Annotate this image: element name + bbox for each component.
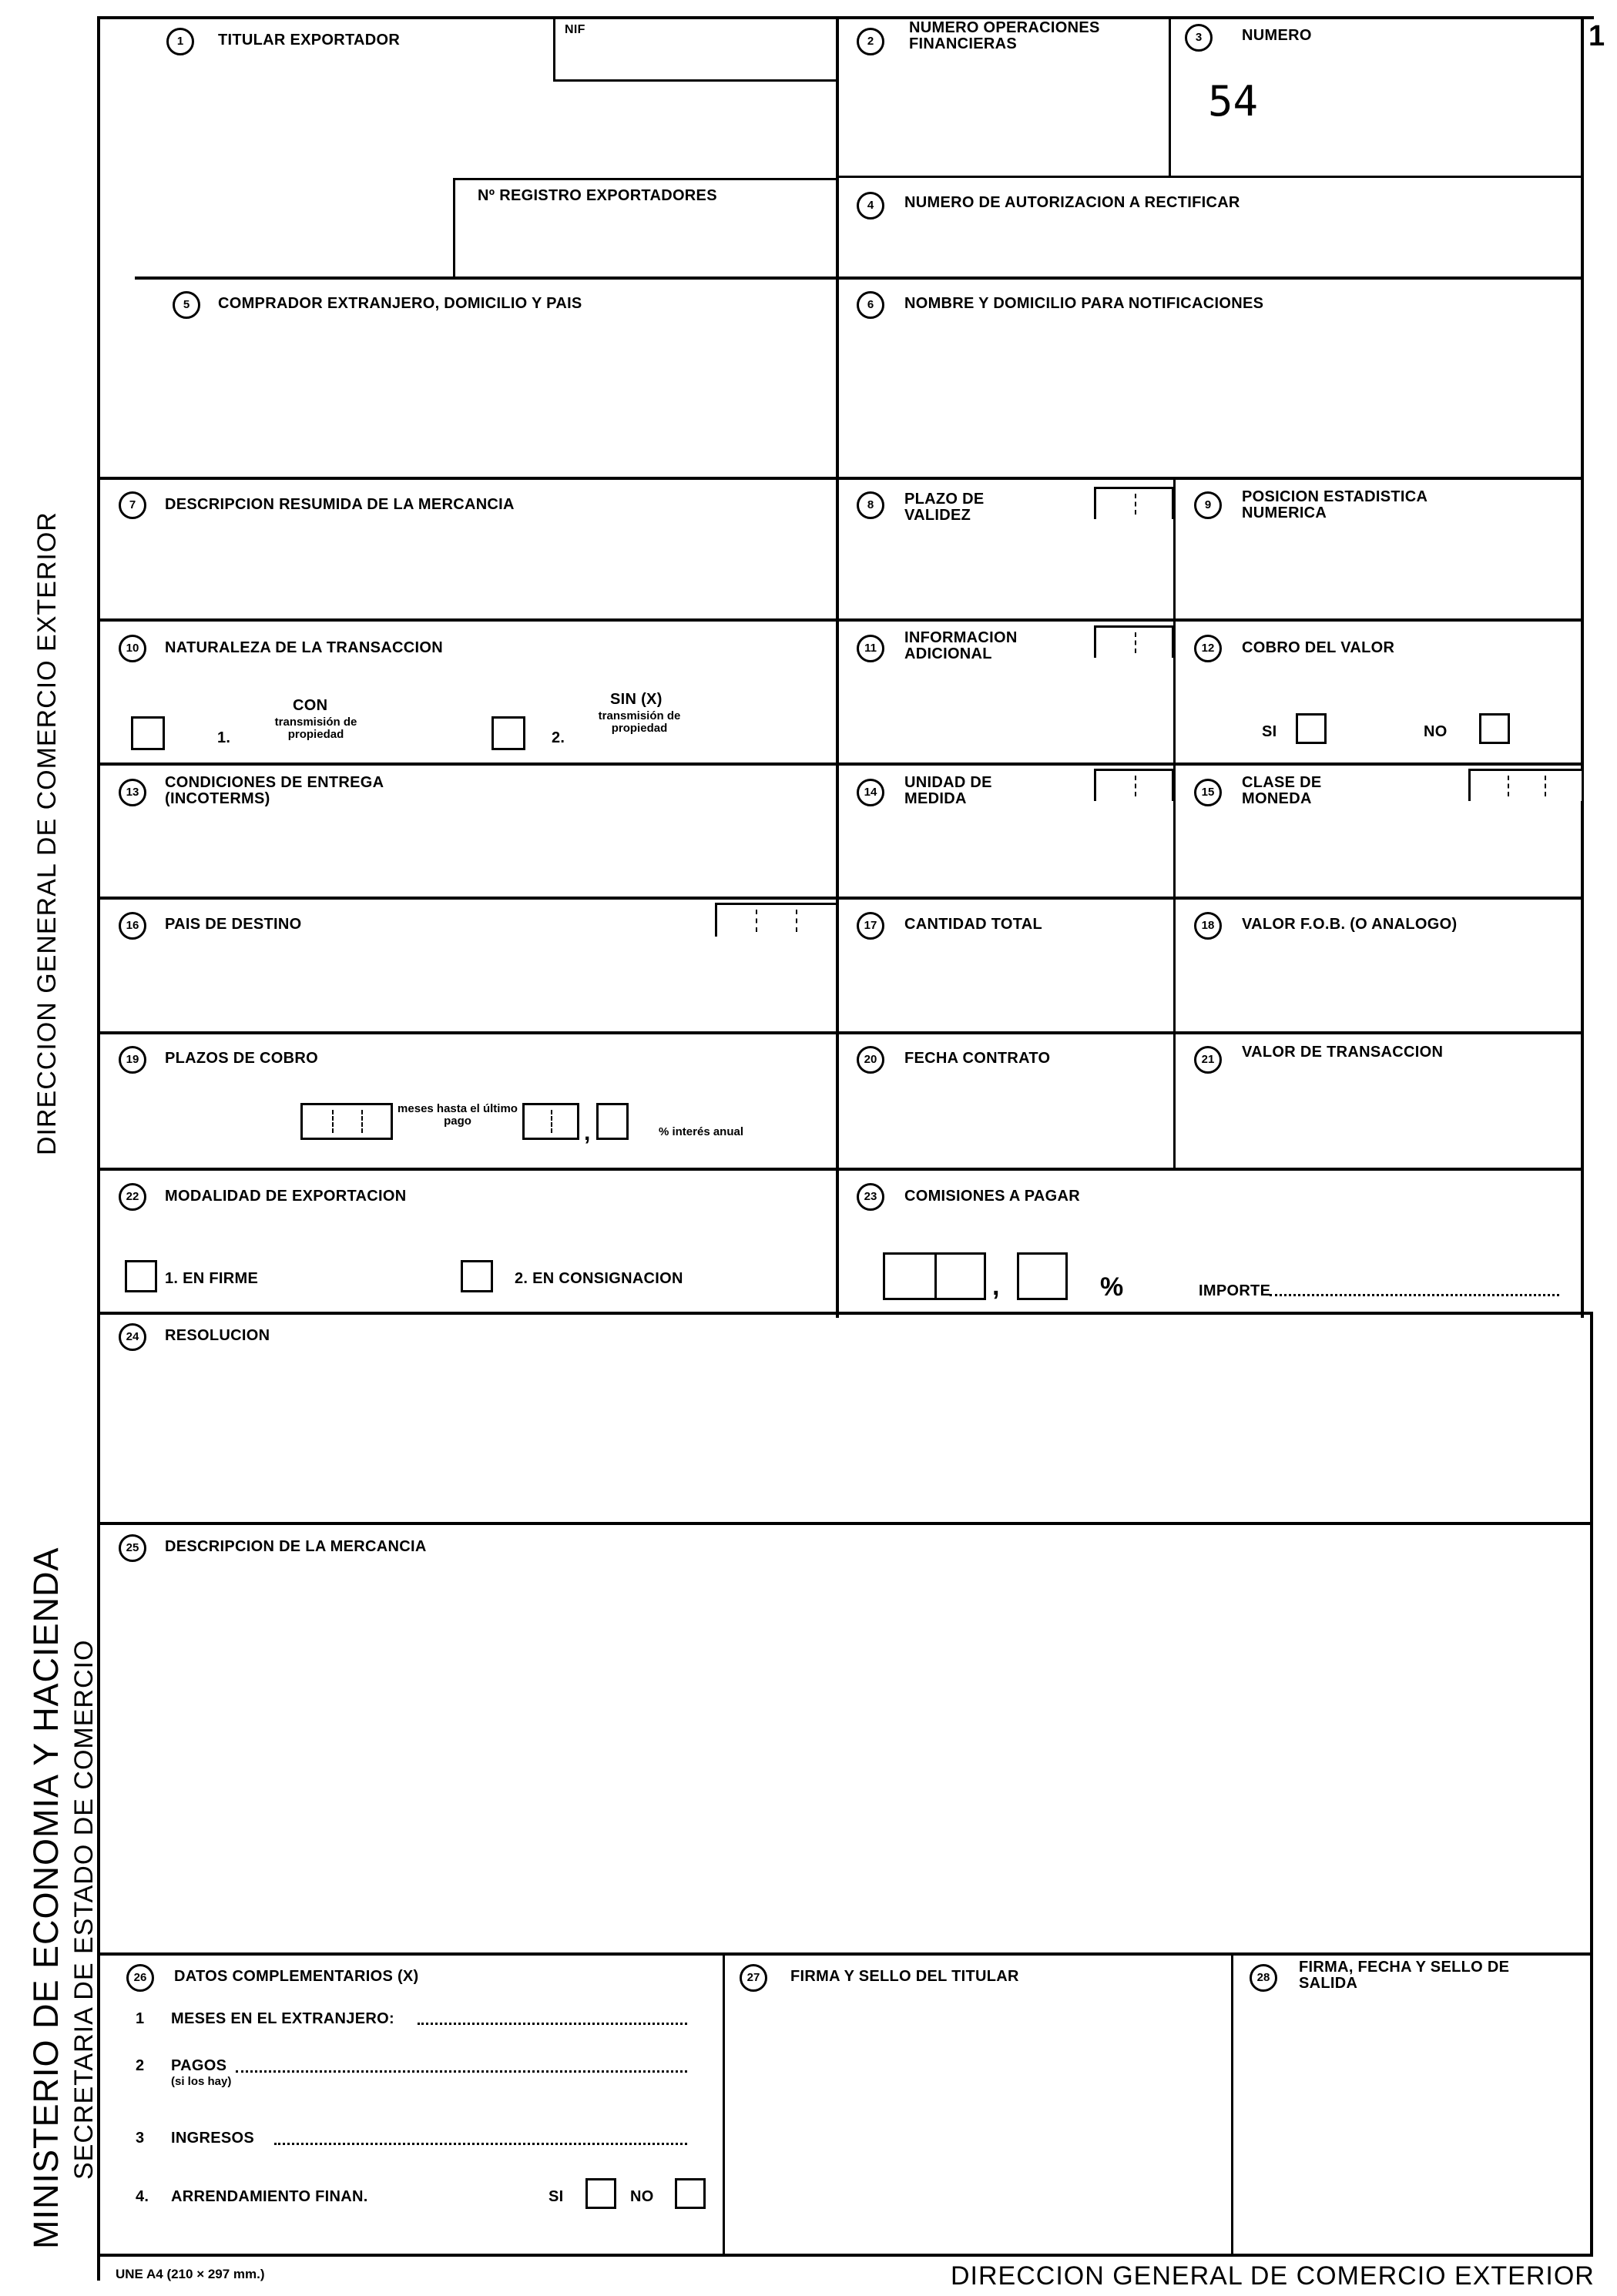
field-28-number: 28 xyxy=(1250,1964,1277,1992)
field-15-number: 15 xyxy=(1194,779,1222,806)
field-22-option-2-label: 2. EN CONSIGNACION xyxy=(515,1270,683,1287)
field-26-item-4-label: ARRENDAMIENTO FINAN. xyxy=(171,2188,368,2205)
field-2-number: 2 xyxy=(857,28,884,55)
field-22-number: 22 xyxy=(119,1183,146,1211)
field-11-label: INFORMACION ADICIONAL xyxy=(904,629,1018,662)
field-16-code-boxes[interactable] xyxy=(715,903,838,937)
field-18-label: VALOR F.O.B. (O ANALOGO) xyxy=(1242,916,1458,933)
field-14-label: UNIDAD DE MEDIDA xyxy=(904,774,992,807)
field-12-no-checkbox[interactable] xyxy=(1479,713,1510,744)
field-6-number: 6 xyxy=(857,291,884,319)
field-26-item-2-label: PAGOS xyxy=(171,2057,227,2074)
registro-box-left xyxy=(453,178,455,278)
field-13-label: CONDICIONES DE ENTREGA (INCOTERMS) xyxy=(165,774,384,807)
field-10-option-1-text: transmisión de propiedad xyxy=(274,716,357,741)
field-10-option-2-title: SIN (X) xyxy=(610,691,663,708)
row-line-5 xyxy=(97,897,1584,900)
field-1-nif-label: NIF xyxy=(565,23,585,36)
field-9-number: 9 xyxy=(1194,491,1222,519)
field-26-item-4-no-checkbox[interactable] xyxy=(675,2178,706,2209)
field-10-option-2-number: 2. xyxy=(552,729,565,746)
row-line-7 xyxy=(97,1168,1584,1171)
field-10-option-1-title: CON xyxy=(293,697,328,714)
row-line-10 xyxy=(97,1952,1593,1956)
field-1-number: 1 xyxy=(166,28,194,55)
col-divider-f26 xyxy=(723,1952,725,2256)
field-14-number: 14 xyxy=(857,779,884,806)
nif-box-left xyxy=(553,16,555,81)
field-19-interest-integer-boxes[interactable] xyxy=(522,1103,579,1140)
col-divider-f28 xyxy=(1231,1952,1233,2256)
field-12-label: COBRO DEL VALOR xyxy=(1242,639,1395,656)
field-19-number: 19 xyxy=(119,1046,146,1074)
field-15-code-boxes[interactable] xyxy=(1468,769,1584,801)
side-org-title: DIRECCION GENERAL DE COMERCIO EXTERIOR xyxy=(32,511,62,1155)
field-16-number: 16 xyxy=(119,912,146,940)
row-line-8 xyxy=(97,1312,1593,1315)
row-line-4 xyxy=(97,763,1584,766)
field-22-label: MODALIDAD DE EXPORTACION xyxy=(165,1188,407,1205)
field-24-label: RESOLUCION xyxy=(165,1327,270,1344)
row-line-3 xyxy=(97,618,1584,622)
field-26-item-1-number: 1 xyxy=(136,2010,145,2027)
field-12-si-label: SI xyxy=(1262,723,1277,740)
row-line-2 xyxy=(97,477,1584,480)
field-26-item-1-line[interactable] xyxy=(418,2023,687,2025)
page-number: 1 xyxy=(1588,20,1605,52)
field-19-months-text: meses hasta el último pago xyxy=(398,1102,518,1128)
field-23-integer-boxes[interactable] xyxy=(883,1252,986,1300)
field-26-item-2-number: 2 xyxy=(136,2057,145,2074)
registro-box-top xyxy=(453,178,838,180)
field-4-label: NUMERO DE AUTORIZACION A RECTIFICAR xyxy=(904,194,1240,211)
field-7-number: 7 xyxy=(119,491,146,519)
field-21-number: 21 xyxy=(1194,1046,1222,1074)
field-3-label: NUMERO xyxy=(1242,27,1312,44)
field-10-option-1-checkbox[interactable] xyxy=(131,716,165,750)
field-12-number: 12 xyxy=(1194,635,1222,662)
field-10-option-1-number: 1. xyxy=(217,729,231,746)
field-26-item-4-no-label: NO xyxy=(630,2188,654,2205)
field-3-number: 3 xyxy=(1185,24,1213,52)
field-10-number: 10 xyxy=(119,635,146,662)
side-ministry-title: MINISTERIO DE ECONOMIA Y HACIENDA xyxy=(26,1547,65,2249)
field-26-item-3-label: INGRESOS xyxy=(171,2130,254,2147)
field-6-label: NOMBRE Y DOMICILIO PARA NOTIFICACIONES xyxy=(904,295,1264,312)
row-line-9 xyxy=(97,1522,1593,1525)
row-line-1 xyxy=(135,277,1583,280)
field-10-label: NATURALEZA DE LA TRANSACCION xyxy=(165,639,443,656)
field-26-item-3-line[interactable] xyxy=(274,2143,687,2145)
col-divider-f3 xyxy=(1169,16,1171,176)
field-22-option-1-checkbox[interactable] xyxy=(125,1260,157,1292)
field-28-label: FIRMA, FECHA Y SELLO DE SALIDA xyxy=(1299,1959,1510,1992)
field-1-input[interactable] xyxy=(104,65,543,173)
field-17-number: 17 xyxy=(857,912,884,940)
field-23-decimal-comma: , xyxy=(992,1272,1000,1301)
field-10-option-2-text: transmisión de propiedad xyxy=(598,709,681,735)
field-8-label: PLAZO DE VALIDEZ xyxy=(904,491,985,524)
field-23-percent-sign: % xyxy=(1100,1272,1124,1302)
field-15-label: CLASE DE MONEDA xyxy=(1242,774,1322,807)
field-21-label: VALOR DE TRANSACCION xyxy=(1242,1044,1444,1061)
col-divider-upper xyxy=(836,16,839,1318)
field-11-number: 11 xyxy=(857,635,884,662)
field-1-label: TITULAR EXPORTADOR xyxy=(218,32,401,49)
field-7-label: DESCRIPCION RESUMIDA DE LA MERCANCIA xyxy=(165,496,515,513)
footer-org-title: DIRECCION GENERAL DE COMERCIO EXTERIOR xyxy=(951,2261,1595,2291)
field-27-label: FIRMA Y SELLO DEL TITULAR xyxy=(790,1968,1019,1985)
field-19-interest-text: % interés anual xyxy=(658,1125,744,1138)
field-13-number: 13 xyxy=(119,779,146,806)
field-27-number: 27 xyxy=(740,1964,767,1992)
field-8-number: 8 xyxy=(857,491,884,519)
field-24-number: 24 xyxy=(119,1323,146,1351)
field-18-number: 18 xyxy=(1194,912,1222,940)
field-10-option-2-checkbox[interactable] xyxy=(491,716,525,750)
field-8-code-boxes[interactable] xyxy=(1094,487,1174,519)
field-25-number: 25 xyxy=(119,1534,146,1562)
frame-top xyxy=(97,16,1594,19)
field-23-importe-label: IMPORTE xyxy=(1199,1282,1271,1299)
field-22-option-2-checkbox[interactable] xyxy=(461,1260,493,1292)
field-26-item-1-label: MESES EN EL EXTRANJERO: xyxy=(171,2010,394,2027)
field-23-label: COMISIONES A PAGAR xyxy=(904,1188,1081,1205)
field-12-no-label: NO xyxy=(1424,723,1448,740)
field-5-number: 5 xyxy=(173,291,200,319)
field-5-label: COMPRADOR EXTRANJERO, DOMICILIO Y PAIS xyxy=(218,295,582,312)
field-26-item-2-sublabel: (si los hay) xyxy=(171,2075,232,2088)
frame-bottom xyxy=(97,2254,1593,2257)
field-19-interest-decimal-box[interactable] xyxy=(596,1103,629,1140)
nif-box-bottom xyxy=(553,79,838,82)
field-19-months-boxes[interactable] xyxy=(300,1103,393,1140)
field-26-item-2-line[interactable] xyxy=(236,2070,687,2073)
field-19-label: PLAZOS DE COBRO xyxy=(165,1050,318,1067)
field-25-label: DESCRIPCION DE LA MERCANCIA xyxy=(165,1538,427,1555)
field-4-number: 4 xyxy=(857,192,884,220)
field-12-si-checkbox[interactable] xyxy=(1296,713,1327,744)
field-26-item-3-number: 3 xyxy=(136,2130,145,2147)
field-26-label: DATOS COMPLEMENTARIOS (X) xyxy=(174,1968,419,1985)
field-11-code-boxes[interactable] xyxy=(1094,625,1174,658)
field-26-item-4-number: 4. xyxy=(136,2188,149,2205)
field-3-value[interactable]: 54 xyxy=(1208,77,1259,126)
field-20-label: FECHA CONTRATO xyxy=(904,1050,1051,1067)
frame-right-lower xyxy=(1590,1314,1593,2257)
row-line-f3 xyxy=(836,176,1583,178)
field-23-number: 23 xyxy=(857,1183,884,1211)
field-19-decimal-comma: , xyxy=(584,1120,591,1145)
frame-right-upper xyxy=(1581,16,1584,1318)
side-secretaria-title: SECRETARIA DE ESTADO DE COMERCIO xyxy=(69,1639,99,2180)
field-2-label: NUMERO OPERACIONES FINANCIERAS xyxy=(909,19,1100,52)
field-20-number: 20 xyxy=(857,1046,884,1074)
field-17-label: CANTIDAD TOTAL xyxy=(904,916,1042,933)
field-14-code-boxes[interactable] xyxy=(1094,769,1174,801)
field-23-importe-line[interactable] xyxy=(1270,1294,1559,1296)
field-22-option-1-label: 1. EN FIRME xyxy=(165,1270,259,1287)
field-26-item-4-si-checkbox[interactable] xyxy=(585,2178,616,2209)
field-1-registro-label: Nº REGISTRO EXPORTADORES xyxy=(478,187,717,204)
row-line-6 xyxy=(97,1031,1584,1034)
col-divider-right xyxy=(1173,477,1176,1170)
field-9-label: POSICION ESTADISTICA NUMERICA xyxy=(1242,488,1427,521)
field-26-item-4-si-label: SI xyxy=(549,2188,564,2205)
footer-paper-size: UNE A4 (210 × 297 mm.) xyxy=(116,2267,265,2281)
field-16-label: PAIS DE DESTINO xyxy=(165,916,302,933)
field-26-number: 26 xyxy=(126,1964,154,1992)
field-23-decimal-box[interactable] xyxy=(1017,1252,1068,1300)
